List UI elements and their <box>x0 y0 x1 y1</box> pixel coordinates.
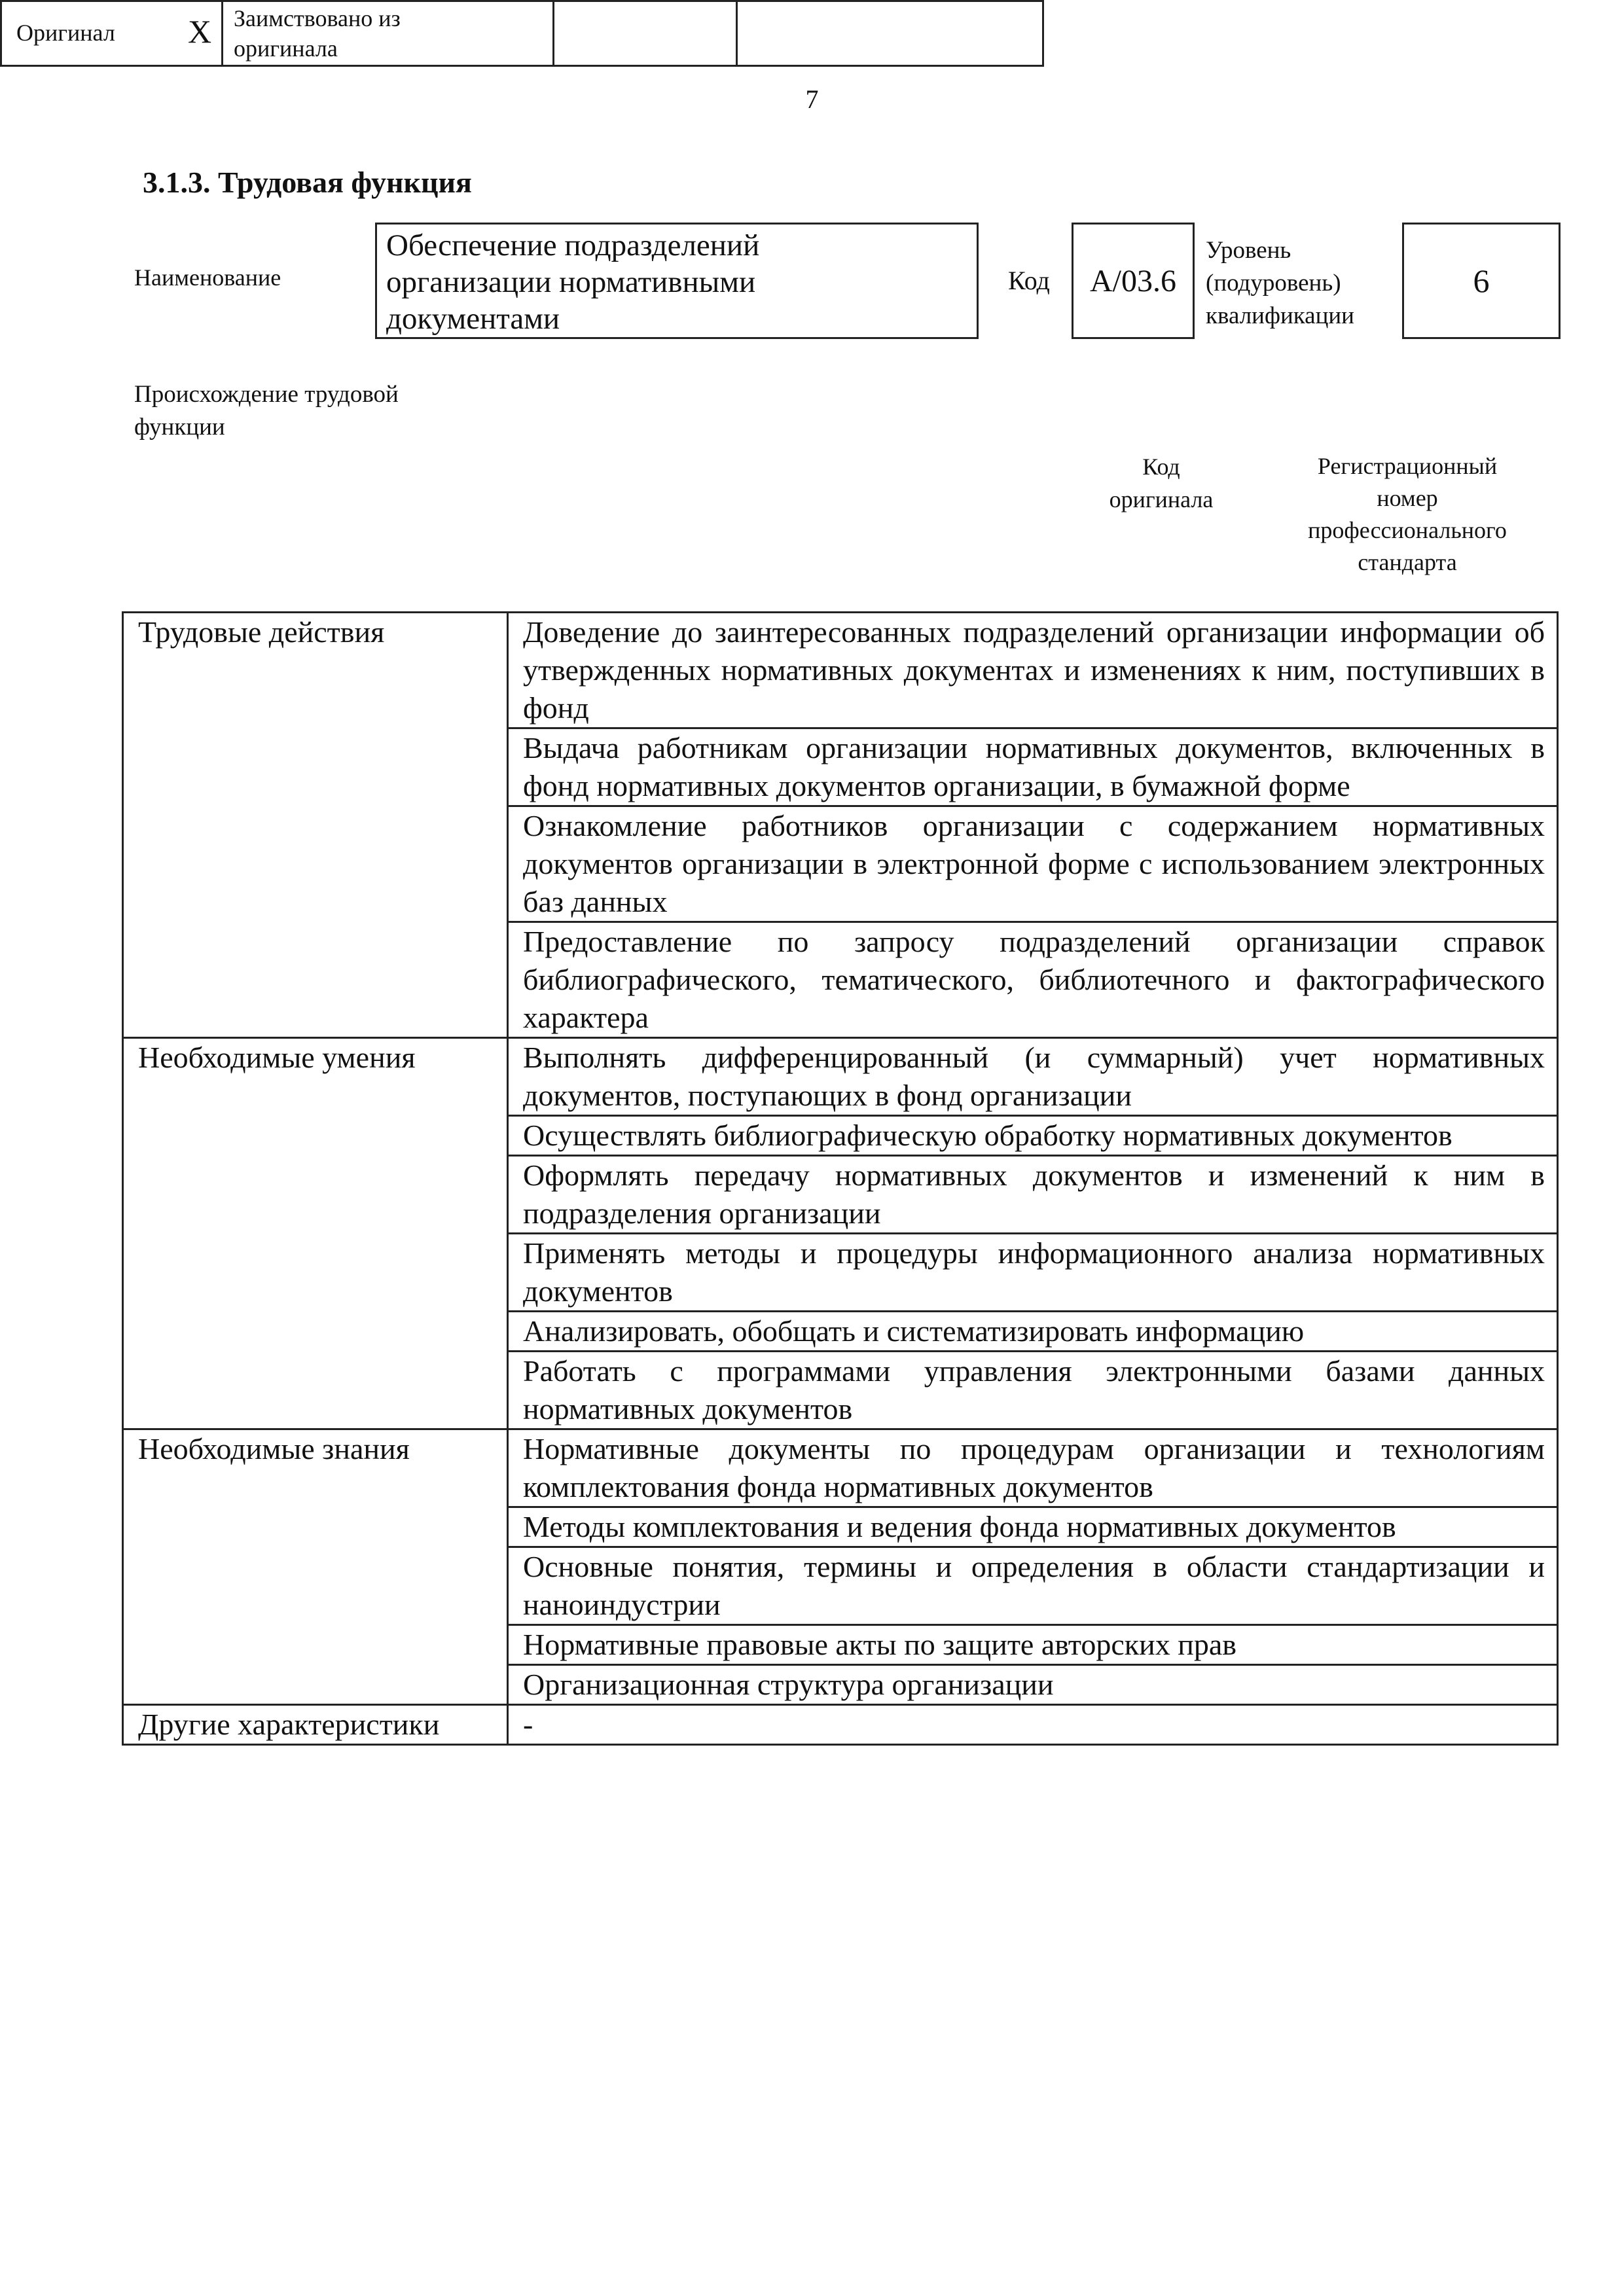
original-mark: X <box>188 13 212 50</box>
code-value-box <box>1072 223 1195 339</box>
code-value: A/03.6 <box>1090 263 1176 298</box>
table-cell: Доведение до заинтересованных подразделений организации информации об утвержденных нормативных документах и изменениях к ним, поступивших в фонд <box>508 613 1558 728</box>
table-cell: Оформлять передачу нормативных документов и изменений к ним в подразделения организации <box>508 1156 1558 1234</box>
level-label-line: квалификации <box>1206 302 1354 329</box>
table-cell: Осуществлять библиографическую обработку нормативных документов <box>508 1116 1558 1156</box>
section-title-required-skills: Необходимые умения <box>123 1038 508 1429</box>
origin-reg-number-cell <box>738 2 1042 65</box>
reg-number-caption-line: номер <box>1377 485 1438 511</box>
section-title-labor-actions: Трудовые действия <box>123 613 508 1038</box>
table-cell: Ознакомление работников организации с содержанием нормативных документов организации в электронной форме с использованием электронных баз данных <box>508 806 1558 922</box>
labor-function-table <box>122 611 1559 1746</box>
code-label: Код <box>1008 266 1050 295</box>
origin-borrowed-cell <box>223 2 554 65</box>
table-cell: Нормативные правовые акты по защите авторских прав <box>508 1625 1558 1665</box>
table-cell: - <box>508 1705 1558 1745</box>
table-cell: Методы комплектования и ведения фонда нормативных документов <box>508 1507 1558 1547</box>
name-label: Наименование <box>134 264 281 291</box>
level-label-line: (подуровень) <box>1206 270 1341 296</box>
reg-number-caption-line: Регистрационный <box>1317 453 1498 479</box>
table-cell: Применять методы и процедуры информационного анализа нормативных документов <box>508 1234 1558 1312</box>
reg-number-caption-line: профессионального <box>1308 517 1507 543</box>
table-row <box>123 1705 1558 1745</box>
table-cell: Анализировать, обобщать и систематизировать информацию <box>508 1312 1558 1352</box>
function-name-line: Обеспечение подразделений <box>386 228 760 262</box>
original-label: Оригинал <box>16 20 115 46</box>
code-original-caption <box>1070 450 1253 516</box>
function-name-box <box>375 223 979 339</box>
code-original-caption-line: Код <box>1142 454 1180 480</box>
table-row <box>123 1429 1558 1507</box>
origin-label-line: функции <box>134 414 225 440</box>
level-value: 6 <box>1473 262 1490 299</box>
section-title-other-characteristics: Другие характеристики <box>123 1705 508 1745</box>
reg-number-caption-line: стандарта <box>1358 549 1457 575</box>
table-cell: Нормативные документы по процедурам организации и технологиям комплектования фонда нормативных документов <box>508 1429 1558 1507</box>
reg-number-caption <box>1257 450 1558 579</box>
origin-original-cell <box>2 2 223 65</box>
borrowed-line: Заимствовано из <box>234 5 401 31</box>
table-cell: Организационная структура организации <box>508 1665 1558 1705</box>
origin-label-line: Происхождение трудовой <box>134 381 399 408</box>
origin-label <box>134 378 399 444</box>
level-value-box <box>1402 223 1561 339</box>
table-cell: Основные понятия, термины и определения в области стандартизации и наноиндустрии <box>508 1547 1558 1625</box>
section-title: 3.1.3. Трудовая функция <box>143 166 472 199</box>
function-name-line: документами <box>386 302 560 336</box>
borrowed-line: оригинала <box>234 35 338 62</box>
origin-code-cell <box>554 2 738 65</box>
level-label-line: Уровень <box>1206 237 1291 264</box>
table-cell: Выдача работникам организации нормативных документов, включенных в фонд нормативных документов организации, в бумажной форме <box>508 728 1558 806</box>
table-cell: Выполнять дифференцированный (и суммарный) учет нормативных документов, поступающих в фонд организации <box>508 1038 1558 1116</box>
table-cell: Предоставление по запросу подразделений организации справок библиографического, тематического, библиотечного и фактографического характера <box>508 922 1558 1038</box>
code-original-caption-line: оригинала <box>1109 486 1214 512</box>
table-row <box>123 1038 1558 1116</box>
section-title-required-knowledge: Необходимые знания <box>123 1429 508 1705</box>
table-cell: Работать с программами управления электронными базами данных нормативных документов <box>508 1352 1558 1429</box>
table-row <box>123 613 1558 728</box>
origin-table <box>0 0 1044 67</box>
level-label <box>1206 234 1354 332</box>
page-number: 7 <box>805 84 819 114</box>
function-name-line: организации нормативными <box>386 265 756 299</box>
